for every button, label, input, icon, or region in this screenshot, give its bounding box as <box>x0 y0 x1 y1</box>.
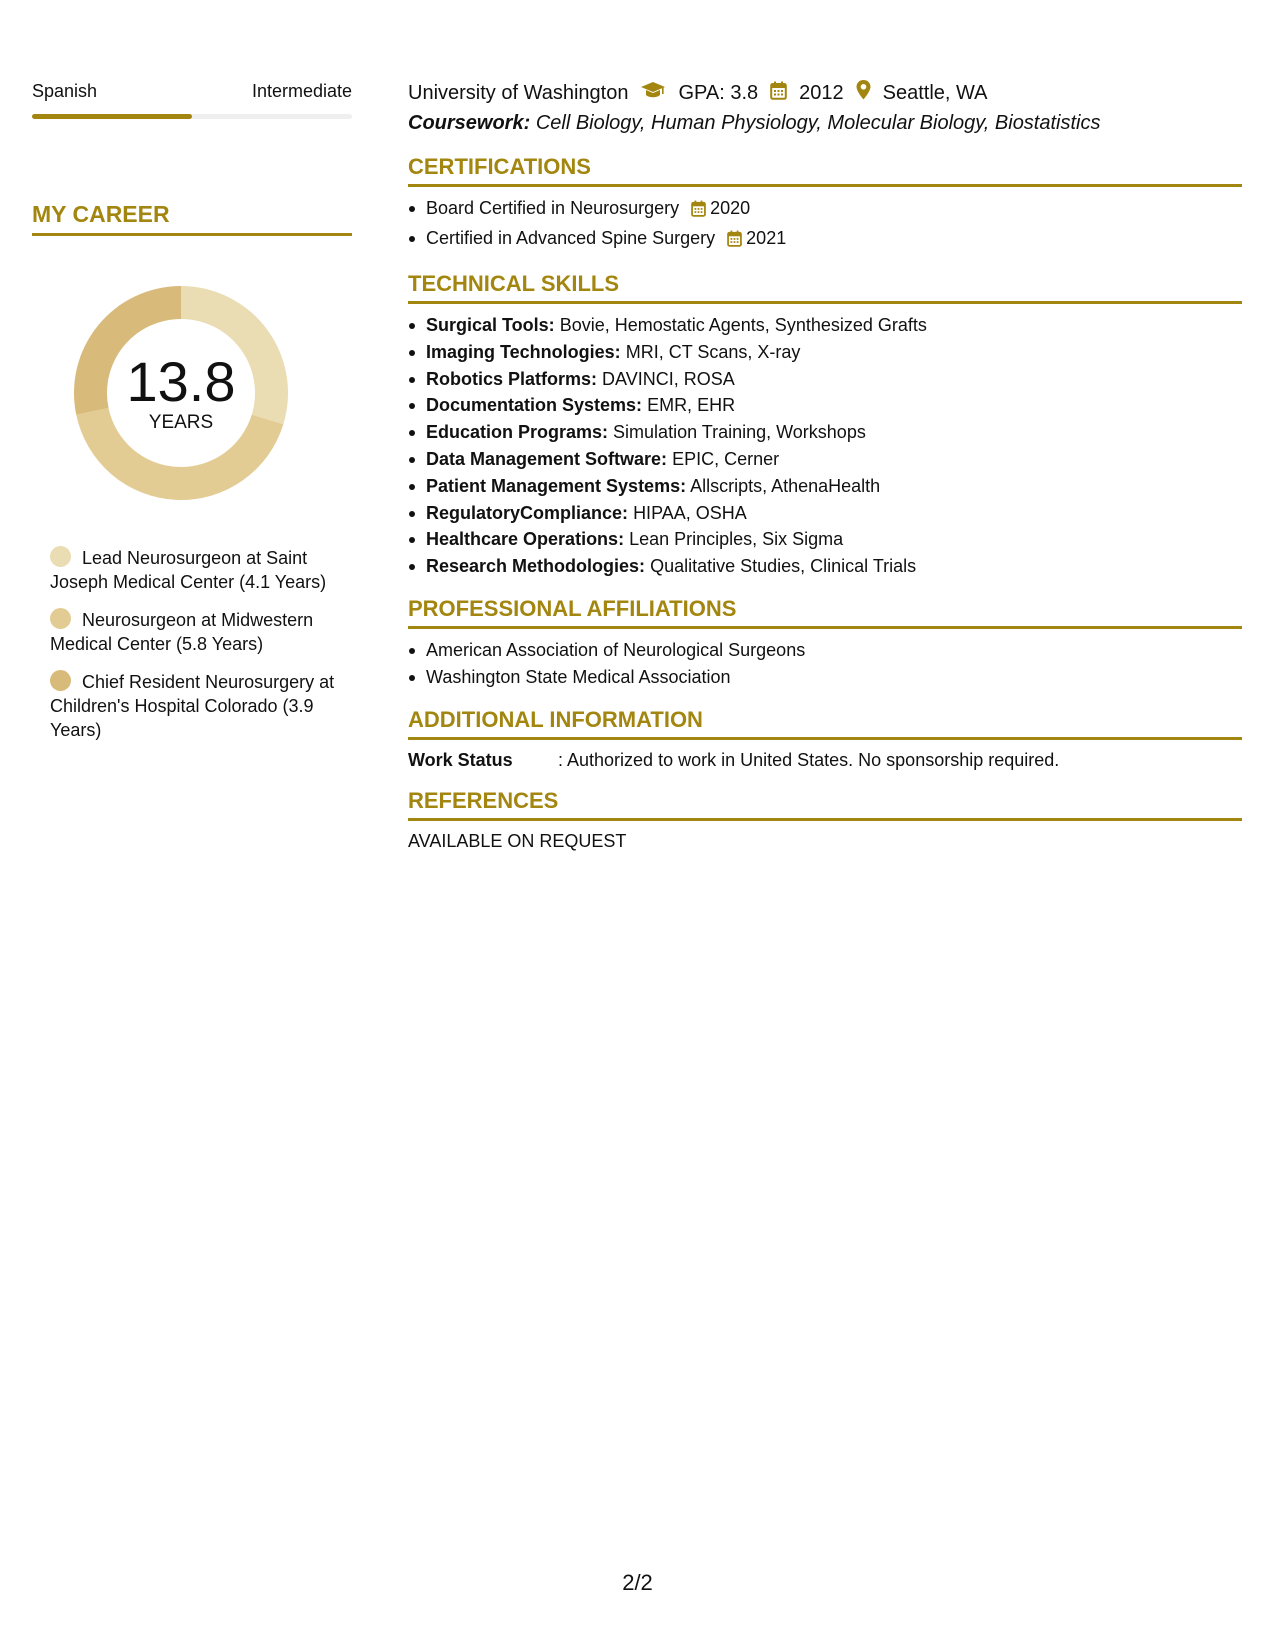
affiliation-item: American Association of Neurological Surgeons <box>408 637 1242 664</box>
certification-item <box>408 195 1242 225</box>
language-level: Intermediate <box>251 80 352 101</box>
legend-dot <box>50 670 71 691</box>
calendar-icon <box>691 198 706 225</box>
language-proficiency-bar <box>32 114 352 119</box>
career-heading-rule <box>32 233 352 236</box>
coursework-label: Coursework: <box>408 112 531 134</box>
career-heading: MY CAREER <box>32 201 170 227</box>
left-column <box>32 78 352 756</box>
skill-label: Documentation Systems: <box>426 395 643 416</box>
skill-item <box>408 366 1242 393</box>
skill-value: EPIC, Cerner <box>672 448 780 469</box>
location-pin-icon <box>856 80 871 106</box>
legend-item <box>50 546 340 594</box>
skill-label: RegulatoryCompliance: <box>426 502 629 523</box>
technical-skills-heading: TECHNICAL SKILLS <box>408 271 620 296</box>
school-name: University of Washington <box>408 81 629 104</box>
skill-value: Simulation Training, Workshops <box>613 422 866 443</box>
legend-label: Neurosurgeon at Midwestern Medical Center (5.8 Years) <box>50 610 314 654</box>
legend-dot <box>50 608 71 629</box>
affiliations-rule <box>408 626 1242 629</box>
career-total-years: 13.8 <box>126 350 236 413</box>
skill-label: Surgical Tools: <box>426 315 555 335</box>
donut-center <box>66 278 296 508</box>
technical-skills-list <box>408 312 1242 580</box>
certification-name: Certified in Advanced Spine Surgery <box>426 228 716 248</box>
skill-item <box>408 473 1242 500</box>
skill-value: HIPAA, OSHA <box>633 502 747 523</box>
skill-item <box>408 419 1242 446</box>
affiliations-heading: PROFESSIONAL AFFILIATIONS <box>408 595 737 621</box>
additional-info-heading: ADDITIONAL INFORMATION <box>408 706 703 732</box>
education-line <box>408 78 1242 108</box>
language-proficiency-fill <box>32 114 192 119</box>
legend-label: Chief Resident Neurosurgery at Children's Hospital Colorado (3.9 Years) <box>50 672 335 740</box>
certification-year: 2021 <box>746 228 787 248</box>
certification-item <box>408 225 1242 255</box>
coursework-list: Cell Biology, Human Physiology, Molecular Biology, Biostatistics <box>535 112 1101 134</box>
certifications-list <box>408 195 1242 255</box>
skill-item <box>408 500 1242 527</box>
skill-value: EMR, EHR <box>647 395 736 416</box>
additional-info-rule <box>408 737 1242 740</box>
skill-value: Bovie, Hemostatic Agents, Synthesized Grafts <box>559 315 927 335</box>
language-name: Spanish <box>32 80 98 101</box>
certifications-rule <box>408 184 1242 187</box>
affiliations-list <box>408 637 1242 691</box>
coursework-line <box>408 108 1242 138</box>
career-donut-chart <box>66 278 296 508</box>
skill-item <box>408 312 1242 339</box>
affiliation-item: Washington State Medical Association <box>408 664 1242 691</box>
skill-label: Patient Management Systems: <box>426 475 687 496</box>
work-status-value: : Authorized to work in United States. No sponsorship required. <box>558 749 1060 770</box>
page-number: 2/2 <box>622 1570 653 1595</box>
references-text: AVAILABLE ON REQUEST <box>408 830 627 851</box>
legend-label: Lead Neurosurgeon at Saint Joseph Medical Center (4.1 Years) <box>50 548 327 592</box>
skill-label: Imaging Technologies: <box>426 341 621 362</box>
right-column <box>408 78 1242 853</box>
skill-value: MRI, CT Scans, X-ray <box>625 341 801 362</box>
skill-value: Qualitative Studies, Clinical Trials <box>650 556 917 577</box>
work-status-row <box>408 748 1242 772</box>
calendar-icon <box>770 81 787 106</box>
certifications-heading: CERTIFICATIONS <box>408 154 591 179</box>
skill-label: Education Programs: <box>426 422 609 443</box>
work-status-label: Work Status <box>408 749 513 770</box>
skill-item <box>408 553 1242 580</box>
legend-item <box>50 670 340 742</box>
graduation-cap-icon <box>640 81 666 105</box>
skill-value: DAVINCI, ROSA <box>602 368 735 389</box>
legend-item <box>50 608 340 656</box>
skill-item <box>408 392 1242 419</box>
skill-item <box>408 526 1242 553</box>
career-total-unit: YEARS <box>148 412 214 433</box>
technical-skills-rule <box>408 301 1242 304</box>
legend-dot <box>50 546 71 567</box>
skill-label: Robotics Platforms: <box>426 368 598 389</box>
gpa: GPA: 3.8 <box>678 81 759 104</box>
references-rule <box>408 818 1242 821</box>
skill-item <box>408 446 1242 473</box>
school-location: Seattle, WA <box>882 81 988 104</box>
certification-name: Board Certified in Neurosurgery <box>426 198 680 218</box>
skill-value: Lean Principles, Six Sigma <box>629 529 844 550</box>
language-row <box>32 78 352 104</box>
skill-label: Data Management Software: <box>426 448 668 469</box>
skill-item <box>408 339 1242 366</box>
graduation-year: 2012 <box>799 81 844 104</box>
skill-value: Allscripts, AthenaHealth <box>690 475 881 496</box>
certification-year: 2020 <box>710 198 751 218</box>
references-heading: REFERENCES <box>408 787 559 813</box>
skill-label: Healthcare Operations: <box>426 529 625 550</box>
calendar-icon <box>727 228 742 255</box>
career-legend <box>50 546 340 742</box>
skill-label: Research Methodologies: <box>426 556 646 577</box>
